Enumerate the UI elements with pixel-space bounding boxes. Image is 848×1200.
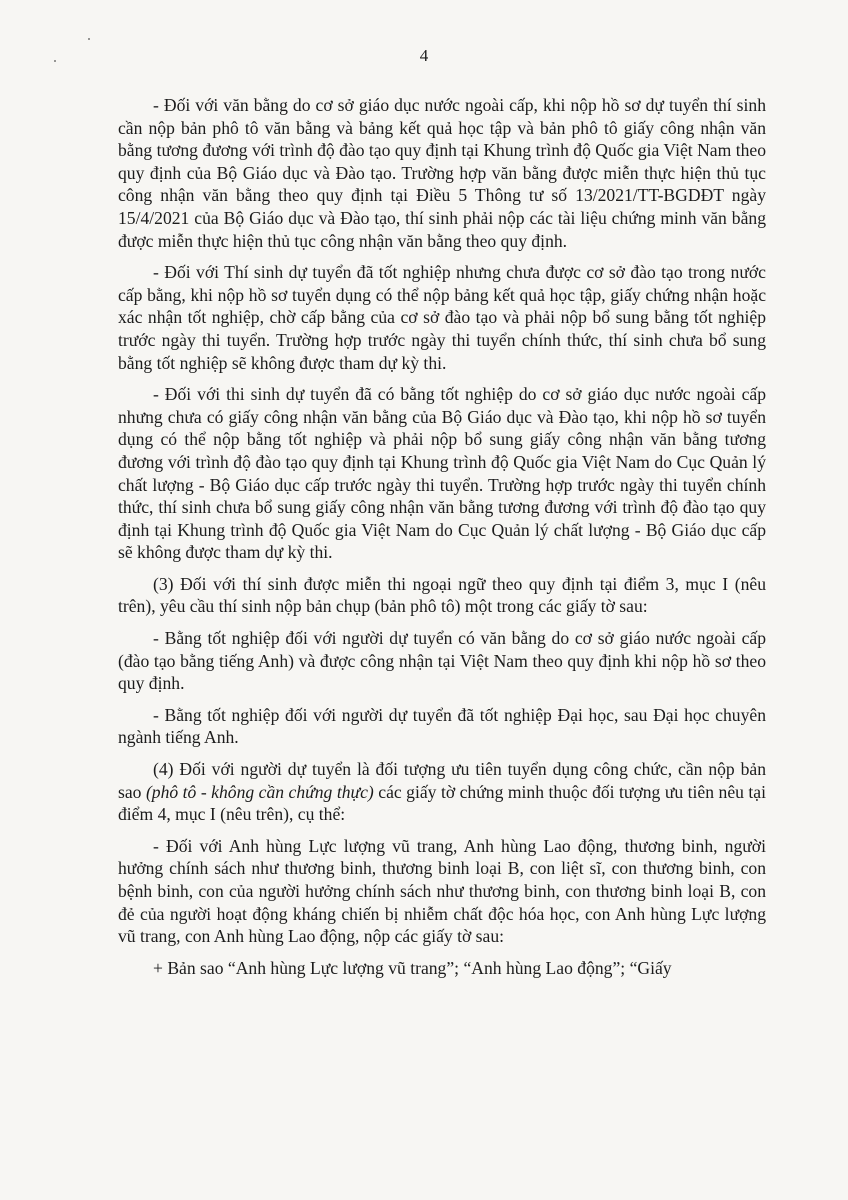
paragraph-foreign-degree: - Đối với văn bằng do cơ sở giáo dục nước ngoài cấp, khi nộp hồ sơ dự tuyển thí sinh cần nộp bản phô tô văn bằng và bảng kết quả học tập và bản phô tô giấy công nhận văn bằng tương đương với trình độ đào tạo quy định tại Khung trình độ Quốc gia Việt Nam theo quy định của Bộ Giáo dục và Đào tạo. Trường hợp văn bằng được miễn thực hiện thủ tục công nhận văn bằng theo quy định tại Điều 5 Thông tư số 13/2021/TT-BGDĐT ngày 15/4/2021 của Bộ Giáo dục và Đào tạo, thí sinh phải nộp các tài liệu chứng minh văn bằng được miễn thực hiện thủ tục công nhận văn bằng theo quy định. <box>118 95 766 251</box>
priority-text-after: các giấy tờ chứng minh thuộc đối tượng ưu tiên nêu tại điểm 4, mục I (nêu trên), cụ thể: <box>118 781 766 825</box>
paragraph-english-foreign-degree: - Bằng tốt nghiệp đối với người dự tuyển có văn bằng do cơ sở giáo nước ngoài cấp (đào tạo bằng tiếng Anh) và được công nhận tại Việt Nam theo quy định khi nộp hồ sơ theo quy định. <box>118 628 766 694</box>
paragraph-foreign-degree-recognition: - Đối với thi sinh dự tuyển đã có bằng tốt nghiệp do cơ sở giáo dục nước ngoài cấp nhưng chưa có giấy công nhận văn bằng của Bộ Giáo dục và Đào tạo, khi nộp hồ sơ tuyển dụng có thể nộp bằng tốt nghiệp và phải nộp bổ sung giấy công nhận văn bằng tương đương với trình độ đào tạo quy định tại Khung trình độ Quốc gia Việt Nam do Cục Quản lý chất lượng - Bộ Giáo dục cấp trước ngày thi tuyển. Trường hợp trước ngày thi tuyển chính thức, thí sinh chưa bổ sung giấy công nhận văn bằng tương đương với trình độ đào tạo quy định tại Khung trình độ Quốc gia Việt Nam do Cục Quản lý chất lượng - Bộ Giáo dục cấp sẽ không được tham dự kỳ thi. <box>118 384 766 563</box>
document-body <box>118 94 766 988</box>
scan-speck <box>88 38 90 40</box>
paragraph-language-exemption: (3) Đối với thí sinh được miễn thi ngoại ngữ theo quy định tại điểm 3, mục I (nêu trên), yêu cầu thí sinh nộp bản chụp (bản phô tô) một trong các giấy tờ sau: <box>118 573 766 617</box>
priority-text-italic: (phô tô - không cần chứng thực) <box>145 781 374 802</box>
paragraph-english-major-degree: - Bằng tốt nghiệp đối với người dự tuyển đã tốt nghiệp Đại học, sau Đại học chuyên ngành tiếng Anh. <box>118 704 766 748</box>
paragraph-copies: + Bản sao “Anh hùng Lực lượng vũ trang”; “Anh hùng Lao động”; “Giấy <box>153 957 672 978</box>
page-number: 4 <box>419 46 429 65</box>
priority-text-before: (4) Đối với người dự tuyển là đối tượng ưu tiên tuyển dụng công chức, cần nộp bản sao <box>118 759 766 802</box>
paragraph-heroes-veterans: - Đối với Anh hùng Lực lượng vũ trang, Anh hùng Lao động, thương binh, người hưởng chính sách như thương binh, thương binh loại B, con liệt sĩ, con thương binh, con bệnh binh, con của người hưởng chính sách như thương binh, con thương binh loại B, con đẻ của người hoạt động kháng chiến bị nhiễm chất độc hóa học, con Anh hùng Lực lượng vũ trang, con Anh hùng Lao động, nộp các giấy tờ sau: <box>118 835 766 947</box>
paragraph-priority-candidates <box>118 758 766 826</box>
paragraph-pending-degree: - Đối với Thí sinh dự tuyển đã tốt nghiệp nhưng chưa được cơ sở đào tạo trong nước cấp bằng, khi nộp hồ sơ tuyển dụng có thể nộp bảng kết quả học tập, giấy chứng nhận hoặc xác nhận tốt nghiệp, chờ cấp bằng của cơ sở đào tạo và phải nộp bổ sung bằng tốt nghiệp trước ngày thi tuyển. Trường hợp trước ngày thi tuyển chính thức, thí sinh chưa bổ sung bằng tốt nghiệp sẽ không được tham dự kỳ thi. <box>118 262 766 373</box>
